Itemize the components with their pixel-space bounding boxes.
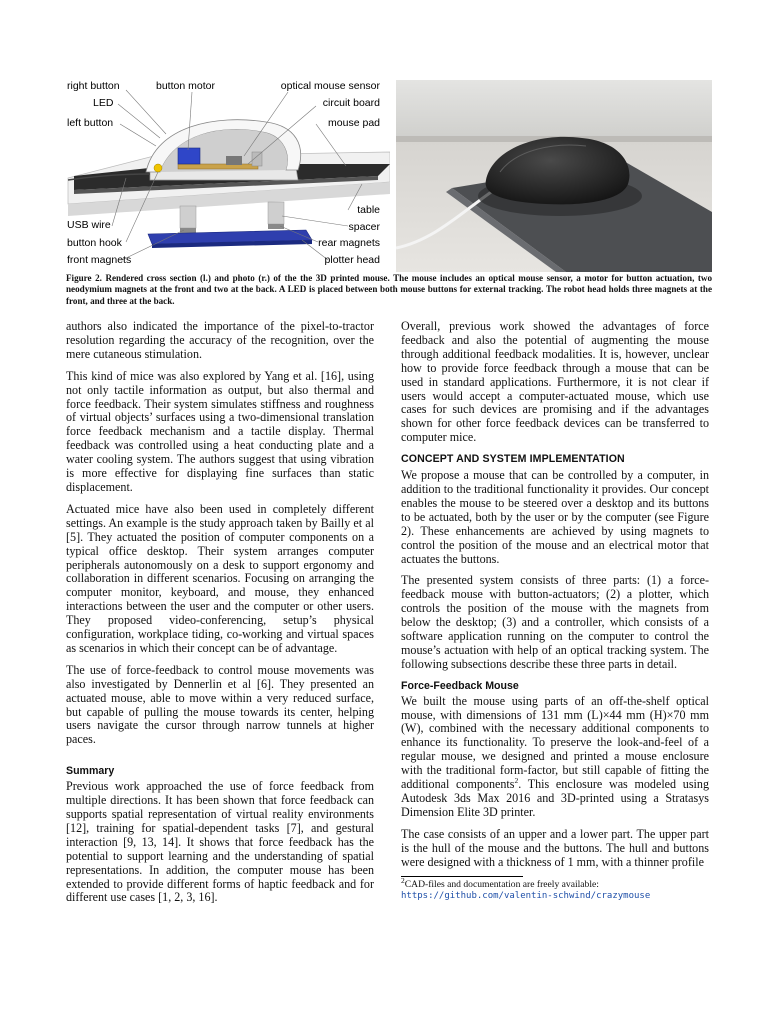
- subsection-heading: Force-Feedback Mouse: [401, 679, 519, 692]
- label-button-hook: button hook: [67, 237, 122, 249]
- mouse-photo: [396, 80, 712, 272]
- left-column: [66, 320, 374, 913]
- paragraph: We propose a mouse that can be controlled by a computer, in addition to the traditional functionality it provides. Our concept enables the mouse to be steered over a desktop and its buttons to be actuated, both by the user or by the computer (see Figure 2). These enhancements are achieved by using magnets to control the position of the mouse and an electrical motor that actuates the buttons.: [401, 468, 709, 566]
- label-front-magnets: front magnets: [67, 254, 132, 266]
- paragraph: The use of force-feedback to control mouse movements was also investigated by Dennerlin et al [6]. They presented an actuated mouse, able to move within a very reduced surface, but capable of pulling the mouse towards its center, helping users navigate the cursor through narrow tunnels at higher paces.: [66, 662, 374, 747]
- footnote-link[interactable]: https://github.com/valentin-schwind/crazymouse: [401, 890, 651, 901]
- footnote-separator: [401, 876, 523, 877]
- paragraph: [401, 695, 709, 820]
- paragraph: The presented system consists of three parts: (1) a force-feedback mouse with button-actuators; (2) a plotter, which controls the position of the mouse with the magnets from below the desktop; (3) and a controller, which consists of a software application running on the computer to control the mouse’s actuation with help of an optical tracking system. The following subsections describe these three parts in detail.: [401, 573, 709, 671]
- label-mouse-pad: mouse pad: [328, 117, 380, 129]
- paragraph-text: We built the mouse using parts of an off-the-shelf optical mouse, with dimensions of 131 mm (L)×44 mm (H)×70 mm (W), combined with the necessary additional components to enhance its functionality. To preserve the look-and-feel of a regular mouse, we designed and printed a mouse enclosure with the traditional form-factor, but still capable of fitting the additional components: [401, 693, 709, 792]
- label-usb-wire: USB wire: [67, 219, 111, 231]
- label-optical-mouse-sensor: optical mouse sensor: [280, 80, 380, 92]
- footnote-mark: 2: [401, 875, 405, 885]
- cross-section-render: [66, 76, 390, 272]
- paragraph: The case consists of an upper and a lower part. The upper part is the hull of the mouse and the buttons. The hull and buttons were designed with a thickness of 1 mm, with a thinner profile: [401, 826, 709, 869]
- label-circuit-board: circuit board: [322, 97, 380, 109]
- label-button-motor: button motor: [156, 80, 215, 92]
- mouse-photo-illustration: [396, 80, 712, 272]
- figure-caption: Figure 2. Rendered cross section (l.) and photo (r.) of the the 3D printed mouse. The mouse includes an optical mouse sensor, a motor for button actuation, two neodymium magnets at the front and two at the back. A LED is placed between both mouse buttons for external tracking. The robot head holds three magnets at the front, and three at the back.: [66, 273, 712, 306]
- label-table: table: [357, 204, 380, 216]
- right-column: [401, 320, 709, 902]
- label-right-button: right button: [67, 80, 120, 92]
- paragraph: Actuated mice have also been used in completely different settings. An example is the study approach taken by Bailly et al [5]. They actuated the position of computer components on a typical office desktop. Their system arranges computer peripherals autonomously on a desk to support ergonomy and collaboration in different scenarios. Focusing on arranging the computer monitor, keyboard, and mouse, they enhanced interactions between the user and the computer or other users. They proposed video-conferencing, setup’s physical configuration, workplace tiding, co-working and virtual spaces as scenarios in which their concept can be of advantage.: [66, 501, 374, 655]
- paragraph: Previous work approached the use of force feedback from multiple directions. It has been shown that force feedback can supports spatial representation of virtual reality environments [12], training for spatial-dependent tasks [7], and gestural interaction [9, 13, 14]. It shows that force feedback has the potential to support learning and the understanding of spatial representations. In addition, the computer mouse has been extended to provide different forms of haptic feedback and for different use cases [1, 2, 3, 16].: [66, 779, 374, 905]
- paragraph: This kind of mice was also explored by Yang et al. [16], using not only tactile information as output, but also thermal and force feedback. Their system simulates stiffness and roughness of virtual objects’ surfaces using a two-dimensional translation force feedback mechanism and a tactile display. Thermal feedback was controlled using a heat conducting plate and a water cooling system. The authors suggest that using vibration is more effective for displaying fine surfaces than static displacement.: [66, 368, 374, 494]
- label-led: LED: [93, 97, 114, 109]
- footnote-ref[interactable]: 2: [514, 776, 519, 786]
- section-heading: CONCEPT AND SYSTEM IMPLEMENTATION: [401, 453, 625, 466]
- footnote-text: CAD-files and documentation are freely available:: [404, 878, 599, 890]
- paragraph-text: . This enclosure was modeled using Autodesk 3ds Max 2016 and 3D-printed using a Stratasys Dimension Elite 3D printer.: [401, 777, 709, 819]
- label-rear-magnets: rear magnets: [318, 237, 380, 249]
- footnote: [401, 875, 709, 903]
- label-plotter-head: plotter head: [324, 254, 380, 266]
- paragraph: authors also indicated the importance of the pixel-to-tractor resolution regarding the accuracy of the recognition, over the mere cutaneous stimulation.: [66, 319, 374, 361]
- label-left-button: left button: [67, 117, 114, 129]
- paragraph: Overall, previous work showed the advantages of force feedback and also the potential of augmenting the mouse through additional feedback modalities. It is, however, unclear how to provide force feedback through a mouse that can be used in standard applications. Furthermore, it is not clear if users would accept a computer-actuated mouse, which use cases for such devices are promising and if the advantages shown for other force feedback devices can be transferred to computer mice.: [401, 319, 709, 445]
- label-spacer: spacer: [348, 221, 380, 233]
- summary-heading: Summary: [66, 765, 115, 778]
- figure-2: [66, 76, 712, 272]
